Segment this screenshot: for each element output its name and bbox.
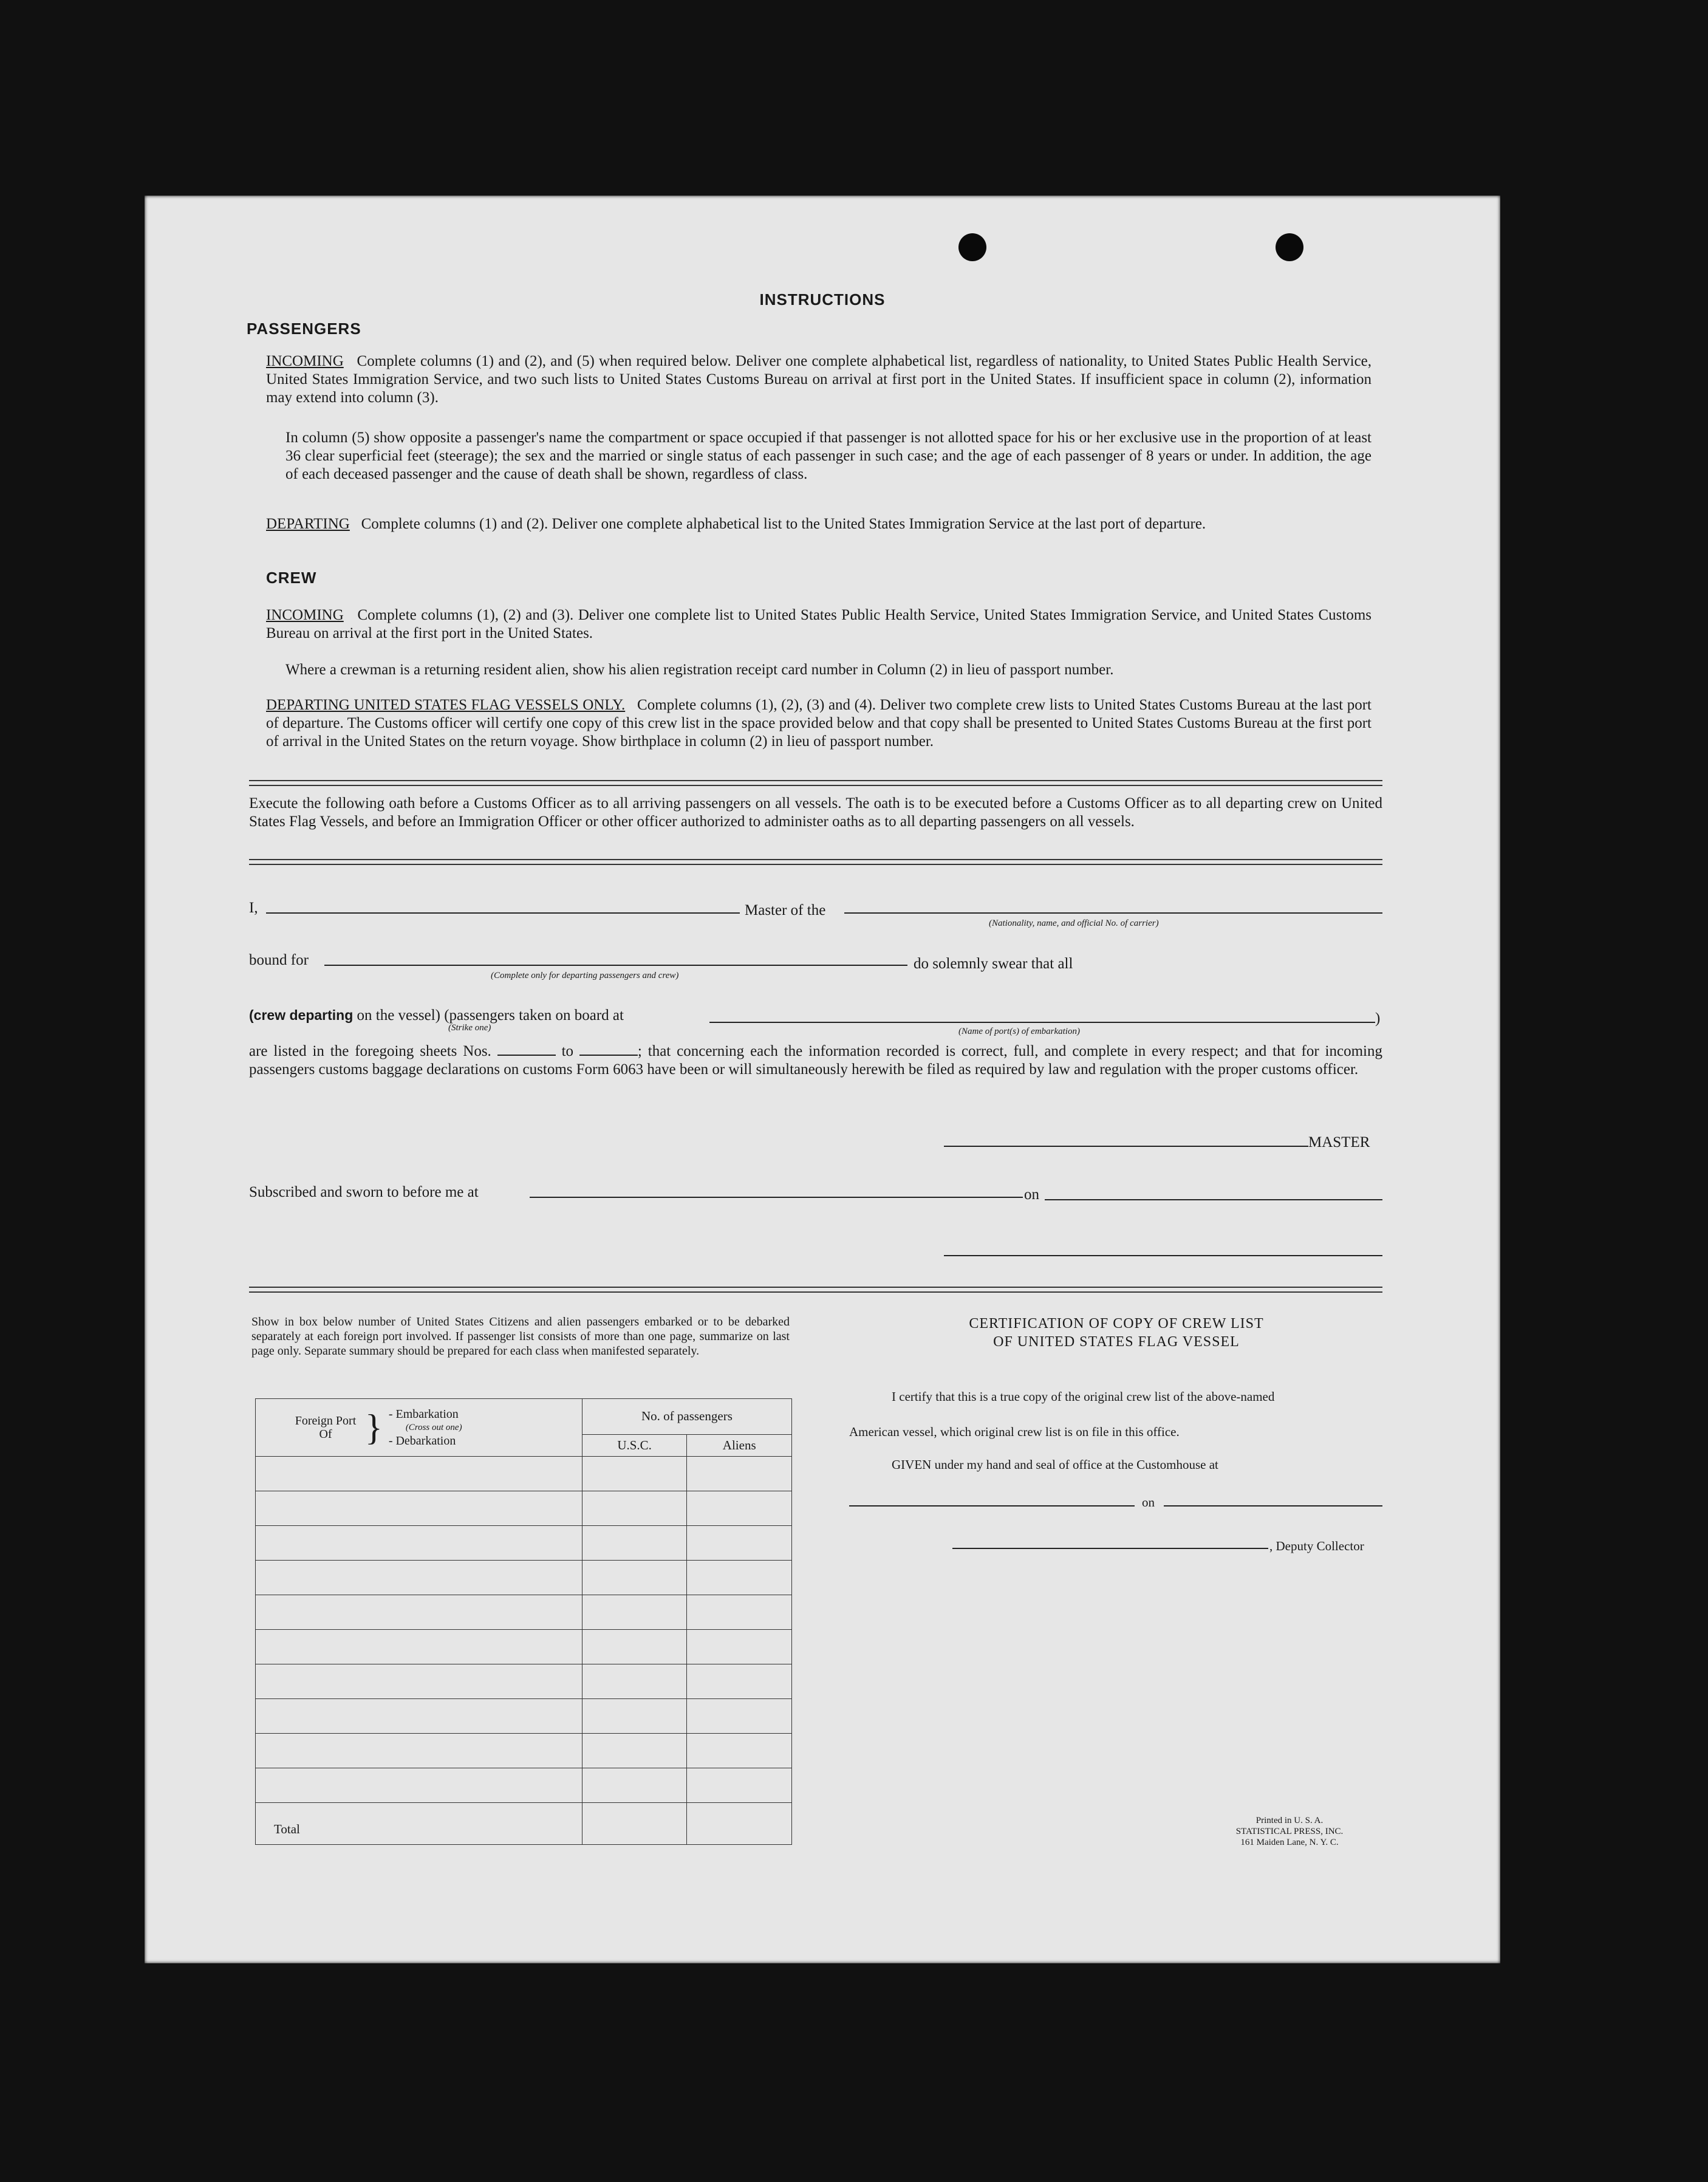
port-header-cell (256, 1399, 582, 1457)
passengers-incoming-text: Complete columns (1) and (2), and (5) when required below. Deliver one complete alphabetical list, regardless of nationality, to United States Public Health Service, United States Immigration Service, and two such lists to United States Customs Bureau on arrival at first port in the United States. If insufficient space in column (2), information may extend into column (3). (266, 353, 1372, 406)
usc-cell[interactable] (582, 1457, 687, 1491)
crew-departing-paragraph (266, 696, 1372, 751)
foreign-port-of: Foreign Port Of (295, 1414, 357, 1441)
master-name-field[interactable] (266, 912, 740, 914)
summary-instruction: Show in box below number of United States Citizens and alien passengers embarked or to be debarked separately at each foreign port involved. If passenger list consists of more than one page, summarize on last page only. Separate summary should be prepared for each class when manifested separately. (251, 1315, 790, 1358)
carrier-field[interactable] (844, 912, 1382, 914)
port-cell[interactable] (256, 1491, 582, 1526)
strike-one-caption: (Strike one) (448, 1023, 491, 1033)
close-paren: ) (1375, 1010, 1381, 1027)
usc-cell[interactable] (582, 1526, 687, 1561)
no-of-passengers-header: No. of passengers (582, 1399, 791, 1435)
table-row (256, 1664, 792, 1699)
aliens-cell[interactable] (687, 1699, 792, 1734)
total-label: Total (256, 1803, 582, 1845)
to-label: to (561, 1043, 574, 1059)
table-row (256, 1457, 792, 1491)
total-row (256, 1803, 792, 1845)
aliens-header: Aliens (687, 1434, 792, 1456)
certify-text-2: American vessel, which original crew list is on file in this office. (849, 1424, 1180, 1439)
port-cell[interactable] (256, 1630, 582, 1664)
deputy-signature-field[interactable] (952, 1548, 1268, 1549)
usc-cell[interactable] (582, 1699, 687, 1734)
crew-incoming-text: Complete columns (1), (2) and (3). Deliver one complete list to United States Public Health Service, United States Immigration Service, and United States Customs Bureau on arrival at the first port in the United States. (266, 607, 1372, 641)
aliens-cell[interactable] (687, 1630, 792, 1664)
strike-one-line (249, 1006, 624, 1025)
usc-cell[interactable] (582, 1491, 687, 1526)
usc-cell[interactable] (582, 1595, 687, 1630)
passengers-departing-label: DEPARTING (266, 516, 350, 532)
table-row (256, 1561, 792, 1595)
oath-instructions: Execute the following oath before a Customs Officer as to all arriving passengers on all vessels. The oath is to be executed before a Customs Officer as to all departing crew on United States Flag Vessels, and before an Immigration Officer or other officer authorized to administer oaths as to all departing passengers on all vessels. (249, 795, 1382, 830)
oath-listed-text (249, 1042, 1382, 1079)
on-the-vessel-text: on the vessel) (357, 1007, 440, 1024)
port-cell[interactable] (256, 1734, 582, 1768)
port-cell[interactable] (256, 1699, 582, 1734)
divider (249, 780, 1382, 786)
passenger-summary-table (255, 1398, 792, 1845)
aliens-cell[interactable] (687, 1664, 792, 1699)
listed-text-2: ; that concerning each the information recorded is correct, full, and complete in every respect; and that for incoming passengers customs baggage declarations on customs Form 6063 have been or will simultaneously herewith be filed as required by law and regulation with the proper customs officer. (249, 1043, 1382, 1078)
oath-i-label: I, (249, 900, 258, 916)
complete-only-caption: (Complete only for departing passengers and crew) (491, 971, 679, 980)
embarkation-label[interactable]: - Embarkation (388, 1407, 459, 1421)
brace-icon: } (365, 1407, 383, 1448)
subscribed-place-field[interactable] (530, 1197, 1023, 1198)
port-cell[interactable] (256, 1664, 582, 1699)
port-cell[interactable] (256, 1561, 582, 1595)
crew-departing-label: DEPARTING UNITED STATES FLAG VESSELS ONLY. (266, 697, 626, 713)
bound-for-field[interactable] (324, 965, 907, 966)
embarkation-port-field[interactable] (709, 1022, 1375, 1023)
divider (249, 1287, 1382, 1293)
passengers-departing-paragraph (266, 515, 1372, 533)
passengers-heading: PASSENGERS (247, 320, 361, 338)
printer-line-3: 161 Maiden Lane, N. Y. C. (1240, 1838, 1339, 1847)
usc-header: U.S.C. (582, 1434, 687, 1456)
crew-departing-option[interactable]: (crew departing (249, 1007, 354, 1023)
aliens-cell[interactable] (687, 1457, 792, 1491)
usc-total-cell[interactable] (582, 1803, 687, 1845)
aliens-cell[interactable] (687, 1768, 792, 1803)
instructions-title: INSTRUCTIONS (759, 290, 886, 309)
port-caption: (Name of port(s) of embarkation) (958, 1027, 1080, 1036)
port-cell[interactable] (256, 1595, 582, 1630)
usc-cell[interactable] (582, 1630, 687, 1664)
aliens-cell[interactable] (687, 1491, 792, 1526)
crew-departing-text: Complete columns (1), (2), (3) and (4). Deliver two complete crew lists to United States Customs Bureau at the last port of departure. The Customs officer will certify one copy of this crew list in the space provided below and that copy shall be presented to United States Customs Bureau at the first port of arrival in the United States on the return voyage. Show birthplace in column (2) in lieu of passport number. (266, 697, 1372, 750)
aliens-cell[interactable] (687, 1561, 792, 1595)
crew-incoming-paragraph (266, 606, 1372, 643)
master-of-the-label: Master of the (745, 902, 826, 918)
printer-line-2: STATISTICAL PRESS, INC. (1235, 1827, 1344, 1836)
given-text: GIVEN under my hand and seal of office at the Customhouse at (892, 1457, 1218, 1472)
nationality-caption: (Nationality, name, and official No. of carrier) (989, 918, 1159, 928)
passengers-incoming-paragraph (266, 352, 1372, 407)
usc-cell[interactable] (582, 1768, 687, 1803)
crew-returning-text: Where a crewman is a returning resident alien, show his alien registration receipt card number in Column (2) in lieu of passport number. (285, 662, 1114, 678)
certify-text-1: I certify that this is a true copy of the original crew list of the above-named (892, 1389, 1275, 1404)
cert-date-field[interactable] (1164, 1505, 1382, 1507)
crew-incoming-label: INCOMING (266, 607, 344, 623)
usc-cell[interactable] (582, 1734, 687, 1768)
punch-hole (1276, 233, 1303, 261)
form-page (145, 196, 1500, 1963)
debarkation-label[interactable]: - Debarkation (388, 1434, 456, 1448)
port-cell[interactable] (256, 1457, 582, 1491)
master-signature-field[interactable] (944, 1146, 1308, 1147)
usc-cell[interactable] (582, 1664, 687, 1699)
passengers-column5-text: In column (5) show opposite a passenger's name the compartment or space occupied if that passenger is not allotted space for his or her exclusive use in the proportion of at least 36 clear superficial feet (steerage); the sex and the married or single status of each passenger in such case; and the age of each passenger of 8 years or under. In addition, the age of each deceased passenger and the cause of death shall be shown, regardless of class. (285, 429, 1372, 482)
customhouse-field[interactable] (849, 1505, 1135, 1507)
aliens-total-cell[interactable] (687, 1803, 792, 1845)
aliens-cell[interactable] (687, 1595, 792, 1630)
cross-out-caption: (Cross out one) (405, 1423, 462, 1432)
aliens-cell[interactable] (687, 1526, 792, 1561)
table-row (256, 1491, 792, 1526)
port-cell[interactable] (256, 1768, 582, 1803)
printer-imprint (1201, 1815, 1378, 1848)
table-row (256, 1734, 792, 1768)
usc-cell[interactable] (582, 1561, 687, 1595)
sheet-from-field[interactable] (497, 1055, 556, 1056)
certification-title-2: OF UNITED STATES FLAG VESSEL (993, 1334, 1240, 1350)
table-row (256, 1526, 792, 1561)
aliens-cell[interactable] (687, 1734, 792, 1768)
cert-on-label: on (1142, 1495, 1155, 1510)
punch-hole (958, 233, 986, 261)
crew-heading: CREW (266, 569, 317, 587)
passengers-incoming-label: INCOMING (266, 353, 344, 369)
bound-for-label: bound for (249, 952, 309, 968)
subscribed-label: Subscribed and sworn to before me at (249, 1184, 479, 1200)
master-label: MASTER (1308, 1134, 1370, 1151)
passengers-taken-option[interactable]: (passengers taken on board at (444, 1007, 624, 1024)
table-row (256, 1630, 792, 1664)
printer-line-1: Printed in U. S. A. (1255, 1816, 1324, 1825)
certification-title-1: CERTIFICATION OF COPY OF CREW LIST (969, 1316, 1264, 1332)
subscribed-date-field[interactable] (1045, 1199, 1382, 1200)
passengers-departing-text: Complete columns (1) and (2). Deliver one complete alphabetical list to the United States Immigration Service at the last port of departure. (361, 516, 1206, 532)
listed-text-1: are listed in the foregoing sheets Nos. (249, 1043, 491, 1059)
swear-text: do solemnly swear that all (914, 956, 1073, 972)
sheet-to-field[interactable] (579, 1055, 638, 1056)
subscribed-on-label: on (1024, 1186, 1039, 1203)
officer-signature-field[interactable] (944, 1255, 1382, 1256)
table-row (256, 1768, 792, 1803)
deputy-collector-label: , Deputy Collector (1269, 1539, 1364, 1553)
port-cell[interactable] (256, 1526, 582, 1561)
table-row (256, 1699, 792, 1734)
divider (249, 859, 1382, 865)
table-row (256, 1595, 792, 1630)
